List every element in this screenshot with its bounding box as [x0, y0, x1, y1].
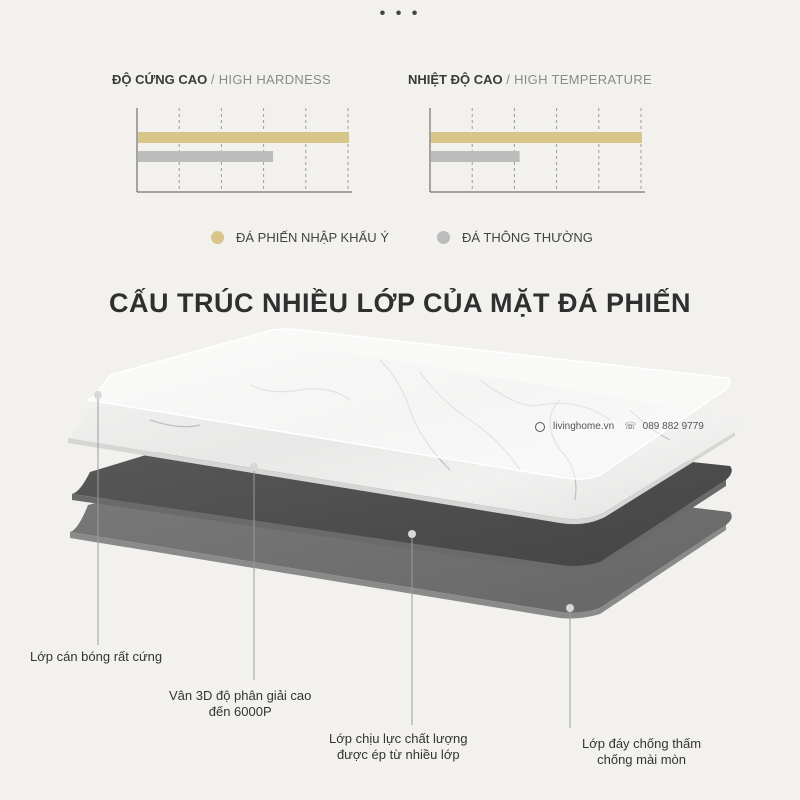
label-layer2 — [169, 688, 311, 720]
brand-phone: 089 882 9779 — [642, 421, 704, 432]
label-layer3 — [329, 731, 468, 763]
legend-label-regular: ĐÁ THÔNG THƯỜNG — [462, 230, 593, 245]
label-layer4-line2: chống mài mòn — [597, 752, 686, 767]
brand-logo-icon — [535, 422, 545, 432]
temperature-bars — [431, 132, 642, 162]
leader-dot-layer2 — [250, 463, 258, 471]
temperature-title-light: / HIGH TEMPERATURE — [506, 72, 653, 87]
hardness-bar-imported — [138, 132, 349, 143]
phone-icon: ☏ — [624, 421, 637, 432]
hardness-title-light: / HIGH HARDNESS — [210, 72, 331, 87]
label-layer2-line1: Vân 3D độ phân giải cao — [169, 688, 312, 703]
legend-dot-regular — [437, 231, 450, 244]
brand-site: livinghome.vn — [553, 421, 615, 432]
hardness-bar-regular — [138, 151, 273, 162]
page-heading: CẤU TRÚC NHIỀU LỚP CỦA MẶT ĐÁ PHIẾN — [108, 288, 692, 318]
top-dots: • • • — [379, 5, 421, 22]
legend-label-imported: ĐÁ PHIẾN NHẬP KHẨU Ý — [236, 230, 389, 245]
label-layer3-line1: Lớp chịu lực chất lượng — [329, 731, 468, 746]
hardness-bars — [138, 132, 349, 162]
leader-dot-layer1 — [94, 391, 102, 399]
legend-item-imported — [211, 230, 389, 245]
hardness-gridlines — [179, 108, 348, 192]
label-layer1-text: Lớp cán bóng rất cứng — [30, 649, 163, 664]
temperature-bar-regular — [431, 151, 520, 162]
temperature-gridlines — [472, 108, 641, 192]
label-layer4-line1: Lớp đáy chống thấm — [582, 736, 702, 751]
label-layer3-line2: được ép từ nhiều lớp — [336, 747, 460, 762]
hardness-title-bold: ĐỘ CỨNG CAO — [112, 72, 208, 87]
legend-dot-imported — [211, 231, 224, 244]
temperature-title-bold: NHIỆT ĐỘ CAO — [408, 72, 503, 87]
temperature-bar-imported — [431, 132, 642, 143]
leader-dot-layer3 — [408, 530, 416, 538]
legend-item-regular — [437, 230, 593, 245]
brand-watermark — [535, 421, 704, 432]
hardness-chart — [137, 108, 352, 192]
label-layer1 — [30, 649, 162, 665]
leader-dot-layer4 — [566, 604, 574, 612]
temperature-chart — [430, 108, 645, 192]
label-layer2-line2: đến 6000P — [208, 704, 272, 719]
label-layer4 — [582, 736, 701, 768]
